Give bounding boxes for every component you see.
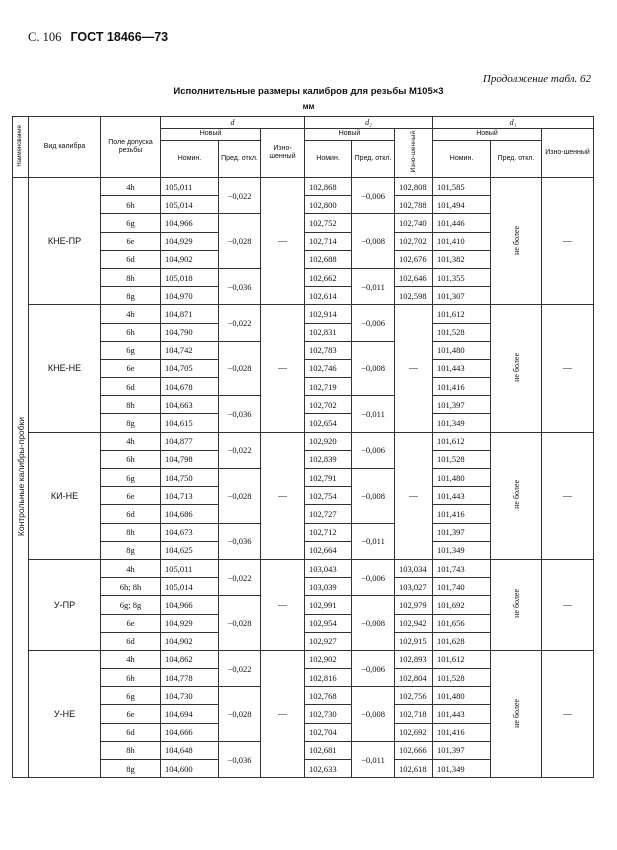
- d1-deviation: [491, 305, 542, 432]
- header-d-dev: Пред. откл.: [219, 141, 261, 178]
- d-nominal: 104,730: [161, 687, 219, 705]
- header-d2-nom: Номин.: [305, 141, 352, 178]
- d2-nominal: 102,991: [305, 596, 352, 614]
- d1-deviation: [491, 650, 542, 777]
- d2-nominal: 102,633: [305, 760, 352, 778]
- gauge-kind: У-ПР: [29, 559, 101, 650]
- d2-worn: 102,702: [395, 232, 433, 250]
- gauge-kind: У-НЕ: [29, 650, 101, 777]
- d1-nominal: 101,480: [433, 469, 491, 487]
- d-nominal: 104,929: [161, 614, 219, 632]
- d1-nominal: 101,443: [433, 705, 491, 723]
- tolerance-field: 6d: [101, 723, 161, 741]
- table-row: [13, 559, 594, 577]
- d2-worn: 102,788: [395, 196, 433, 214]
- d2-deviation: −0,011: [352, 741, 395, 777]
- d-nominal: 105,018: [161, 268, 219, 286]
- d-nominal: 104,778: [161, 669, 219, 687]
- d2-nominal: 102,920: [305, 432, 352, 450]
- d1-nominal: 101,612: [433, 305, 491, 323]
- d2-deviation: −0,008: [352, 596, 395, 651]
- ne-bolee-label: не более: [511, 589, 521, 619]
- d2-worn: 102,893: [395, 650, 433, 668]
- d2-worn: 102,666: [395, 741, 433, 759]
- header-d1: d₁: [433, 117, 594, 129]
- tolerance-field: 8h: [101, 268, 161, 286]
- tolerance-field: 4h: [101, 559, 161, 577]
- d-nominal: 105,011: [161, 178, 219, 196]
- d2-nominal: 102,727: [305, 505, 352, 523]
- d1-nominal: 101,443: [433, 359, 491, 377]
- d2-deviation: −0,006: [352, 305, 395, 341]
- header-d-nom: Номин.: [161, 141, 219, 178]
- tolerance-field: 6e: [101, 232, 161, 250]
- d-nominal: 104,902: [161, 250, 219, 268]
- tolerance-field: 4h: [101, 305, 161, 323]
- d2-worn: 102,756: [395, 687, 433, 705]
- header-d-new: Новый: [161, 129, 261, 141]
- d1-nominal: 101,528: [433, 450, 491, 468]
- d1-nominal: 101,494: [433, 196, 491, 214]
- d2-nominal: 102,768: [305, 687, 352, 705]
- d1-nominal: 101,397: [433, 396, 491, 414]
- d2-nominal: 102,831: [305, 323, 352, 341]
- tolerance-field: 8h: [101, 741, 161, 759]
- d1-worn: —: [542, 432, 594, 559]
- header-d1-dev: Пред. откл.: [491, 141, 542, 178]
- d1-nominal: 101,349: [433, 760, 491, 778]
- d1-worn: —: [542, 305, 594, 432]
- table-row: [13, 650, 594, 668]
- d-deviation: −0,036: [219, 268, 261, 304]
- table-row: [13, 305, 594, 323]
- d-nominal: 104,966: [161, 214, 219, 232]
- d-nominal: 104,600: [161, 760, 219, 778]
- tolerance-field: 6h: [101, 323, 161, 341]
- tolerance-field: 6e: [101, 359, 161, 377]
- d1-deviation: [491, 559, 542, 650]
- tolerance-field: 6d: [101, 378, 161, 396]
- ne-bolee-label: не более: [511, 225, 521, 255]
- d-deviation: −0,036: [219, 523, 261, 559]
- d-deviation: −0,028: [219, 469, 261, 524]
- table-title: Исполнительные размеры калибров для резьбы М105×3: [173, 86, 444, 97]
- d-deviation: −0,022: [219, 178, 261, 214]
- d-nominal: 104,790: [161, 323, 219, 341]
- table-continuation: Продолжение табл. 62: [482, 73, 591, 85]
- d1-nominal: 101,528: [433, 669, 491, 687]
- d-nominal: 105,014: [161, 578, 219, 596]
- d1-nominal: 101,480: [433, 687, 491, 705]
- d2-nominal: 102,914: [305, 305, 352, 323]
- d2-nominal: 102,712: [305, 523, 352, 541]
- d1-nominal: 101,480: [433, 341, 491, 359]
- d1-nominal: 101,355: [433, 268, 491, 286]
- d2-nominal: 102,681: [305, 741, 352, 759]
- d2-nominal: 102,927: [305, 632, 352, 650]
- d-nominal: 104,705: [161, 359, 219, 377]
- header-d: d: [161, 117, 305, 129]
- tolerance-field: 6g: [101, 214, 161, 232]
- d1-nominal: 101,397: [433, 741, 491, 759]
- d-deviation: −0,028: [219, 341, 261, 396]
- d2-worn: 102,979: [395, 596, 433, 614]
- d2-nominal: 102,664: [305, 541, 352, 559]
- d2-nominal: 102,614: [305, 287, 352, 305]
- d-deviation: −0,028: [219, 596, 261, 651]
- d2-nominal: 102,800: [305, 196, 352, 214]
- d2-deviation: −0,011: [352, 523, 395, 559]
- d1-nominal: 101,382: [433, 250, 491, 268]
- d1-nominal: 101,446: [433, 214, 491, 232]
- d2-deviation: −0,006: [352, 650, 395, 686]
- tolerance-field: 6g; 8g: [101, 596, 161, 614]
- gauge-kind: КНЕ-ПР: [29, 178, 101, 305]
- d-worn: —: [261, 559, 305, 650]
- header-d2-worn: Изно-шенный: [395, 129, 433, 178]
- tolerance-field: 6h; 8h: [101, 578, 161, 596]
- d2-nominal: 102,746: [305, 359, 352, 377]
- d-nominal: 104,798: [161, 450, 219, 468]
- d-deviation: −0,028: [219, 214, 261, 269]
- ne-bolee-label: не более: [511, 353, 521, 382]
- header-d1-new: Новый: [433, 129, 542, 141]
- tolerance-field: 8g: [101, 760, 161, 778]
- d2-worn: 103,027: [395, 578, 433, 596]
- d2-worn: 102,942: [395, 614, 433, 632]
- tolerance-field: 6e: [101, 487, 161, 505]
- d1-nominal: 101,307: [433, 287, 491, 305]
- d2-nominal: 102,704: [305, 723, 352, 741]
- d-worn: —: [261, 650, 305, 777]
- d-nominal: 104,902: [161, 632, 219, 650]
- d2-deviation: −0,006: [352, 559, 395, 595]
- d-nominal: 104,877: [161, 432, 219, 450]
- d-nominal: 104,713: [161, 487, 219, 505]
- d2-nominal: 102,839: [305, 450, 352, 468]
- tolerance-field: 4h: [101, 432, 161, 450]
- d-nominal: 104,694: [161, 705, 219, 723]
- header-kind: Вид калибра: [29, 117, 101, 178]
- tolerance-field: 8g: [101, 287, 161, 305]
- d2-nominal: 103,039: [305, 578, 352, 596]
- tolerance-field: 6d: [101, 250, 161, 268]
- gauge-kind: КНЕ-НЕ: [29, 305, 101, 432]
- d2-deviation: −0,006: [352, 432, 395, 468]
- header-d1-worn: Изно-шенный: [542, 129, 594, 178]
- ne-bolee-label: не более: [511, 698, 521, 728]
- d2-nominal: 102,654: [305, 414, 352, 432]
- d2-deviation: −0,008: [352, 469, 395, 524]
- d1-nominal: 101,612: [433, 432, 491, 450]
- standard-number: ГОСТ 18466—73: [70, 30, 169, 44]
- d1-nominal: 101,612: [433, 650, 491, 668]
- d2-deviation: −0,008: [352, 687, 395, 742]
- d2-nominal: 102,754: [305, 487, 352, 505]
- d-nominal: 104,966: [161, 596, 219, 614]
- tolerance-field: 6e: [101, 705, 161, 723]
- tolerance-field: 8h: [101, 396, 161, 414]
- d2-worn: —: [395, 432, 433, 559]
- d-worn: —: [261, 178, 305, 305]
- d2-worn: 102,740: [395, 214, 433, 232]
- d2-worn: 102,618: [395, 760, 433, 778]
- unit-label: мм: [302, 102, 315, 111]
- d2-nominal: 102,816: [305, 669, 352, 687]
- d2-deviation: −0,011: [352, 268, 395, 304]
- d-nominal: 104,648: [161, 741, 219, 759]
- d2-nominal: 102,662: [305, 268, 352, 286]
- header-field: Поле допуска резьбы: [101, 117, 161, 178]
- d2-nominal: 102,730: [305, 705, 352, 723]
- d-nominal: 104,750: [161, 469, 219, 487]
- d1-nominal: 101,349: [433, 541, 491, 559]
- d2-nominal: 102,714: [305, 232, 352, 250]
- d-nominal: 104,615: [161, 414, 219, 432]
- d2-nominal: 102,752: [305, 214, 352, 232]
- tolerance-field: 8g: [101, 414, 161, 432]
- d2-worn: 102,718: [395, 705, 433, 723]
- d-deviation: −0,036: [219, 741, 261, 777]
- d1-nominal: 101,410: [433, 232, 491, 250]
- d2-nominal: 102,783: [305, 341, 352, 359]
- d2-nominal: 102,719: [305, 378, 352, 396]
- dimensions-table: [12, 116, 594, 778]
- d-deviation: −0,022: [219, 559, 261, 595]
- d-deviation: −0,028: [219, 687, 261, 742]
- tolerance-field: 8h: [101, 523, 161, 541]
- d-nominal: 104,678: [161, 378, 219, 396]
- side-label-cell: [13, 178, 29, 778]
- d2-worn: 102,804: [395, 669, 433, 687]
- d2-nominal: 102,902: [305, 650, 352, 668]
- d2-nominal: 102,688: [305, 250, 352, 268]
- d2-nominal: 102,702: [305, 396, 352, 414]
- d2-worn: 102,808: [395, 178, 433, 196]
- d1-nominal: 101,416: [433, 505, 491, 523]
- d-worn: —: [261, 432, 305, 559]
- header-name: Наименование: [13, 117, 29, 178]
- d2-worn: —: [395, 305, 433, 432]
- d1-deviation: [491, 178, 542, 305]
- d1-nominal: 101,656: [433, 614, 491, 632]
- ne-bolee-label: не более: [511, 480, 521, 510]
- table-body: [13, 178, 594, 778]
- d2-deviation: −0,006: [352, 178, 395, 214]
- tolerance-field: 6h: [101, 669, 161, 687]
- d1-nominal: 101,349: [433, 414, 491, 432]
- d-nominal: 104,673: [161, 523, 219, 541]
- d2-nominal: 102,954: [305, 614, 352, 632]
- d1-nominal: 101,528: [433, 323, 491, 341]
- d-nominal: 104,970: [161, 287, 219, 305]
- tolerance-field: 6g: [101, 469, 161, 487]
- d-nominal: 105,014: [161, 196, 219, 214]
- tolerance-field: 6e: [101, 614, 161, 632]
- d2-deviation: −0,008: [352, 214, 395, 269]
- d-nominal: 104,742: [161, 341, 219, 359]
- d-nominal: 105,011: [161, 559, 219, 577]
- d2-worn: 103,034: [395, 559, 433, 577]
- d2-worn: 102,676: [395, 250, 433, 268]
- tolerance-field: 6d: [101, 632, 161, 650]
- page-header: [28, 30, 168, 45]
- d-deviation: −0,022: [219, 305, 261, 341]
- d1-nominal: 101,397: [433, 523, 491, 541]
- header-d2-dev: Пред. откл.: [352, 141, 395, 178]
- header-d1-nom: Номин.: [433, 141, 491, 178]
- d-nominal: 104,663: [161, 396, 219, 414]
- d1-nominal: 101,416: [433, 723, 491, 741]
- side-label: Контрольные калибры-пробки: [15, 417, 26, 537]
- tolerance-field: 6d: [101, 505, 161, 523]
- tolerance-field: 6h: [101, 196, 161, 214]
- d1-nominal: 101,585: [433, 178, 491, 196]
- header-d2: d₂: [305, 117, 433, 129]
- d1-worn: —: [542, 650, 594, 777]
- d-nominal: 104,666: [161, 723, 219, 741]
- table-row: [13, 432, 594, 450]
- d-nominal: 104,871: [161, 305, 219, 323]
- d2-worn: 102,692: [395, 723, 433, 741]
- header-d2-new: Новый: [305, 129, 395, 141]
- d1-nominal: 101,628: [433, 632, 491, 650]
- d1-nominal: 101,443: [433, 487, 491, 505]
- header-d-worn: Изно-шенный: [261, 129, 305, 178]
- d-nominal: 104,862: [161, 650, 219, 668]
- d-nominal: 104,929: [161, 232, 219, 250]
- d1-worn: —: [542, 178, 594, 305]
- tolerance-field: 8g: [101, 541, 161, 559]
- d1-worn: —: [542, 559, 594, 650]
- d-deviation: −0,036: [219, 396, 261, 432]
- d2-worn: 102,646: [395, 268, 433, 286]
- d2-deviation: −0,011: [352, 396, 395, 432]
- d-nominal: 104,625: [161, 541, 219, 559]
- d-worn: —: [261, 305, 305, 432]
- gauge-kind: КИ-НЕ: [29, 432, 101, 559]
- tolerance-field: 4h: [101, 650, 161, 668]
- d1-nominal: 101,743: [433, 559, 491, 577]
- tolerance-field: 6h: [101, 450, 161, 468]
- d-deviation: −0,022: [219, 432, 261, 468]
- d1-nominal: 101,692: [433, 596, 491, 614]
- d2-nominal: 103,043: [305, 559, 352, 577]
- d2-nominal: 102,868: [305, 178, 352, 196]
- table-row: [13, 178, 594, 196]
- d2-nominal: 102,791: [305, 469, 352, 487]
- d1-nominal: 101,416: [433, 378, 491, 396]
- tolerance-field: 4h: [101, 178, 161, 196]
- tolerance-field: 6g: [101, 687, 161, 705]
- d2-deviation: −0,008: [352, 341, 395, 396]
- d1-nominal: 101,740: [433, 578, 491, 596]
- d-nominal: 104,686: [161, 505, 219, 523]
- d2-worn: 102,598: [395, 287, 433, 305]
- tolerance-field: 6g: [101, 341, 161, 359]
- page-number: С. 106: [28, 30, 62, 44]
- d-deviation: −0,022: [219, 650, 261, 686]
- d2-worn: 102,915: [395, 632, 433, 650]
- d1-deviation: [491, 432, 542, 559]
